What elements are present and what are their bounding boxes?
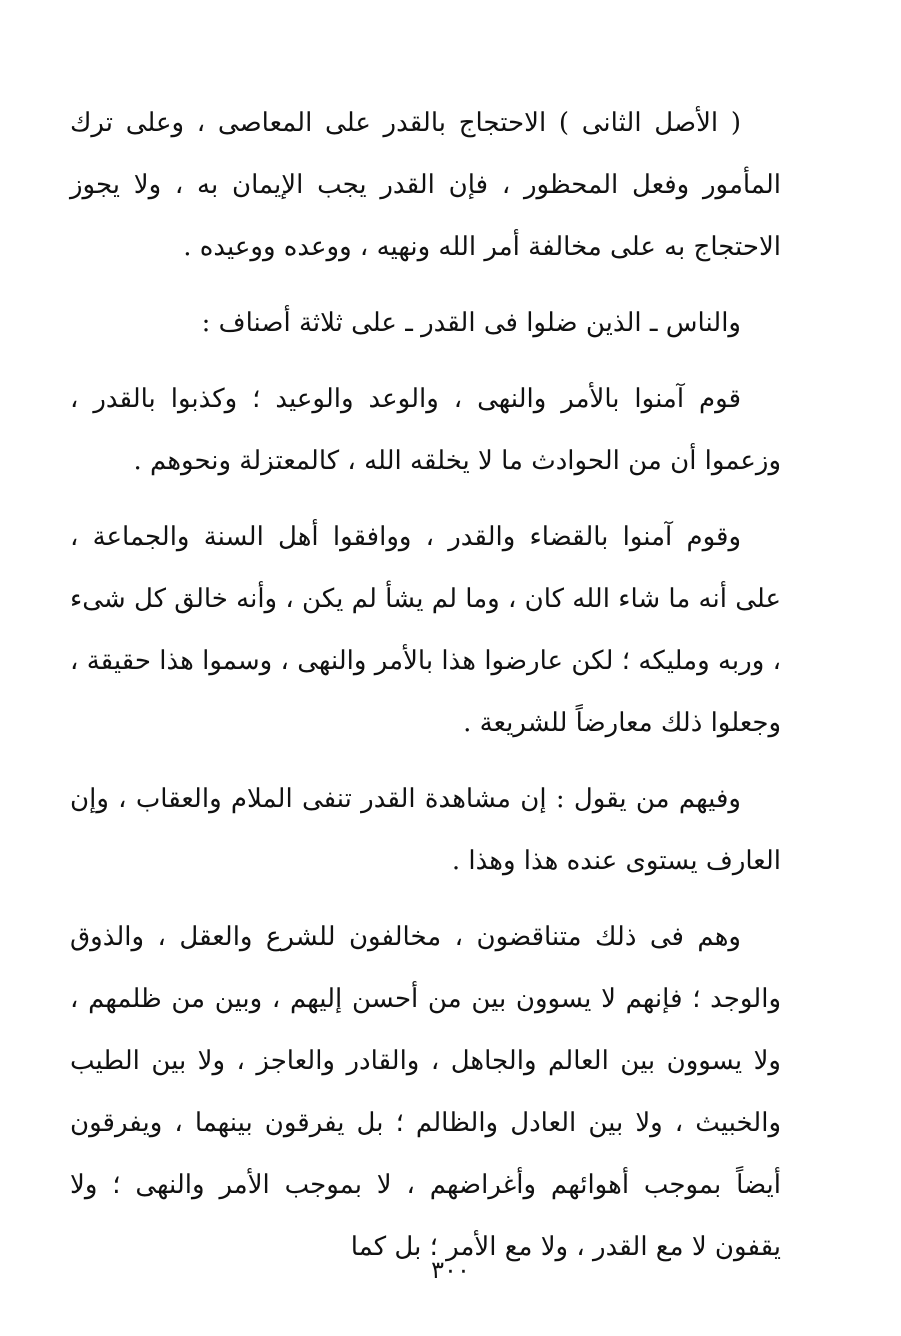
body-text	[70, 92, 781, 1292]
paragraph-some-say: وفيهم من يقول : إن مشاهدة القدر تنفى الملام والعقاب ، وإن العارف يستوى عنده هذا وهذا .	[70, 784, 781, 876]
paragraph-contradiction: وهم فى ذلك متناقضون ، مخالفون للشرع والعقل ، والذوق والوجد ؛ فإنهم لا يسوون بين من أحسن إليهم ، وبين من ظلمهم ، ولا يسوون بين العالم والجاهل ، والقادر والعاجز ، ولا بين الطيب والخبيث ، ولا بين العادل والظالم ؛ بل يفرقون بينهما ، ويفرقون أيضاً بموجب أهوائهم وأغراضهم ، لا بموجب الأمر والنهى ؛ ولا يقفون لا مع القدر ، ولا مع الأمر ؛ بل كما	[70, 922, 781, 1262]
page-number: ٣٠٠	[431, 1256, 470, 1284]
paragraph-second-group: وقوم آمنوا بالقضاء والقدر ، ووافقوا أهل السنة والجماعة ، على أنه ما شاء الله كان ، وما لم يشأ لم يكن ، وأنه خالق كل شىء ، وربه ومليكه ؛ لكن عارضوا هذا بالأمر والنهى ، وسموا هذا حقيقة ، وجعلوا ذلك معارضاً للشريعة .	[70, 522, 781, 738]
paragraph-three-groups: والناس ـ الذين ضلوا فى القدر ـ على ثلاثة أصناف :	[201, 308, 741, 338]
paragraph-principle-two: ( الأصل الثانى ) الاحتجاج بالقدر على المعاصى ، وعلى ترك المأمور وفعل المحظور ، فإن القدر يجب الإيمان به ، ولا يجوز الاحتجاج به على مخالفة أمر الله ونهيه ، ووعده ووعيده .	[70, 108, 781, 262]
paragraph-first-group: قوم آمنوا بالأمر والنهى ، والوعد والوعيد ؛ وكذبوا بالقدر ، وزعموا أن من الحوادث ما لا يخلقه الله ، كالمعتزلة ونحوهم .	[70, 384, 781, 476]
